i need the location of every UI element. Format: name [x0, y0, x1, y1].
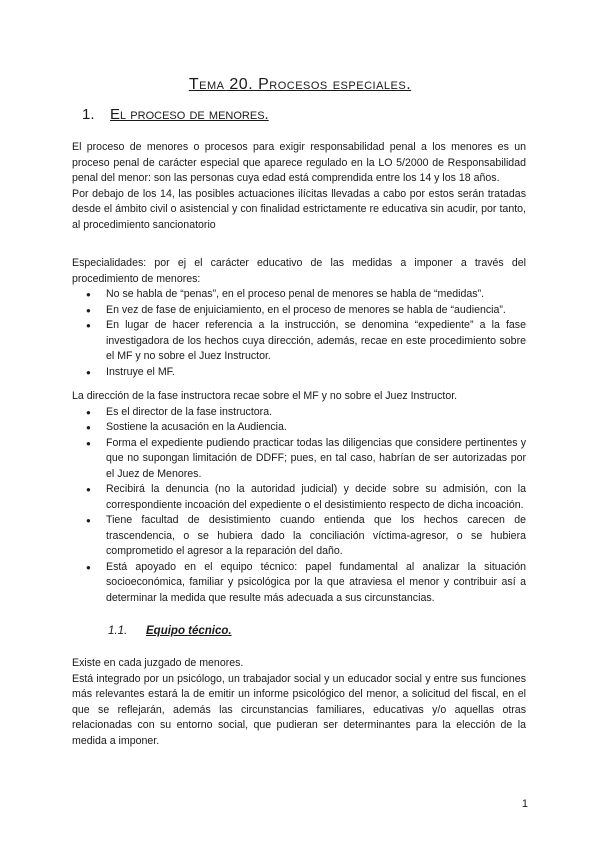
list-item: ● Forma el expediente pudiendo practicar todas las diligencias que considere pertinentes y que no supongan limitación de DDFF; pues, en tal caso, habrían de ser autorizadas por el Juez de Menores. [106, 436, 526, 483]
page-number: 1 [521, 798, 528, 810]
list-item: ● Es el director de la fase instructora. [106, 405, 526, 421]
list-item: ● No se habla de “penas”, en el proceso penal de menores se habla de “medidas”. [106, 287, 526, 303]
paragraph: La dirección de la fase instructora recae sobre el MF y no sobre el Juez Instructor. [72, 390, 458, 402]
direccion-block [72, 389, 526, 606]
section-title: El proceso de menores. [110, 106, 269, 123]
section-heading [82, 106, 269, 123]
list-item: ● Tiene facultad de desistimiento cuando entienda que los hechos carecen de trascendencia, o se hubiera dado la conciliación víctima-agresor, o se hubiera comprometido el agresor a la reparación del daño. [106, 513, 526, 560]
bullet-list [72, 405, 526, 607]
intro-block [72, 140, 526, 233]
paragraph: Existe en cada juzgado de menores. [72, 657, 244, 669]
equipo-block [72, 656, 526, 749]
especialidades-block [72, 256, 526, 380]
list-item: ● Recibirá la denuncia (no la autoridad judicial) y decide sobre su admisión, con la correspondiente incoación del expediente o el desistimiento respecto de dicha incoación. [106, 482, 526, 513]
paragraph: Está integrado por un psicólogo, un trabajador social y un educador social y entre sus funciones más relevantes estará la de emitir un informe psicológico del menor, a solicitud del fiscal, en el que se reflejarán, además las circunstancias familiares, educativas y/o aquellas otras relacionadas con su entorno social, que pudieran ser determinantes para la elección de la medida a imponer. [72, 672, 526, 747]
subsection-heading [108, 625, 232, 637]
document-title: Tema 20. Procesos especiales. [188, 76, 412, 93]
list-item: ● Instruye el MF. [106, 365, 526, 381]
subsection-number: 1.1. [108, 625, 128, 637]
list-item: ● Sostiene la acusación en la Audiencia. [106, 420, 526, 436]
bullet-list [72, 287, 526, 380]
paragraph: El proceso de menores o procesos para exigir responsabilidad penal a los menores es un proceso penal de carácter especial que aparece regulado en la LO 5/2000 de Responsabilidad penal del menor: son las personas cuya edad está comprendida entre los 14 y los 18 años. [72, 141, 526, 184]
paragraph: Especialidades: por ej el carácter educativo de las medidas a imponer a través del procedimiento de menores: [72, 257, 526, 285]
subsection-title: Equipo técnico. [146, 625, 232, 637]
paragraph: Por debajo de los 14, las posibles actuaciones ilícitas llevadas a cabo por estos serán tratadas desde el ámbito civil o asistencial y con finalidad estrictamente re educativa sin acudir, por tanto, al procedimiento sancionatorio [72, 187, 526, 231]
list-item: ● Está apoyado en el equipo técnico: papel fundamental al analizar la situación socioeconómica, familiar y psicológica por la que atraviesa el menor y contribuir así a determinar la medida que resulte más adecuada a sus circunstancias. [106, 560, 526, 607]
list-item: ● En lugar de hacer referencia a la instrucción, se denomina “expediente” a la fase investigadora de los hechos cuya dirección, además, recae en este procedimiento sobre el MF y no sobre el Juez Instructor. [106, 318, 526, 365]
section-number: 1. [82, 106, 95, 123]
list-item: ● En vez de fase de enjuiciamiento, en el proceso de menores se habla de “audiencia”. [106, 303, 526, 319]
